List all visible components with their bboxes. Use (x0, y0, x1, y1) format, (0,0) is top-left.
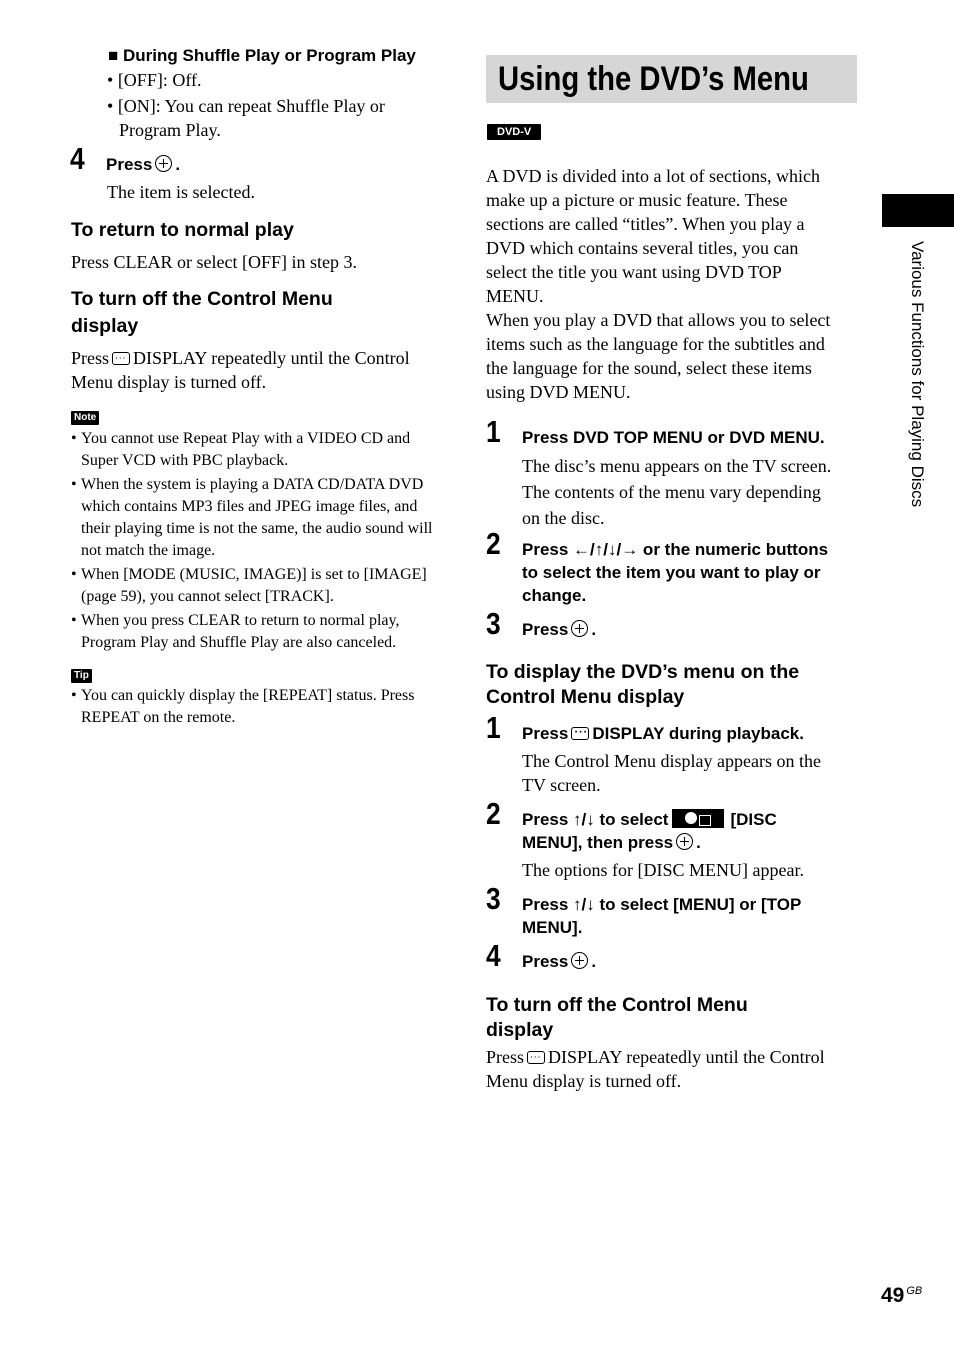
square-bullet-icon: ■ (108, 46, 119, 65)
enter-icon (155, 155, 172, 172)
step-number: 3 (486, 606, 501, 641)
section-heading: To turn off the Control Menu (486, 994, 748, 1016)
body-text: Press· · · DISPLAY repeatedly until the Control (486, 1045, 825, 1069)
shuffle-bullet-off: • [OFF]: Off. (107, 70, 202, 90)
notes-list (71, 428, 441, 654)
shuffle-heading: ■ During Shuffle Play or Program Play (108, 46, 416, 65)
enter-icon (571, 620, 588, 637)
step-text: Press ↑/↓ to select [DISC MENU], then press . (522, 810, 777, 852)
step-number: 4 (486, 938, 501, 973)
section-heading: To display the DVD’s menu on the (486, 661, 800, 683)
step-text: Press· · · DISPLAY during playback. (522, 722, 804, 745)
section-heading: To turn off the Control Menu (71, 288, 333, 310)
shuffle-bullet-on: • [ON]: You can repeat Shuffle Play or (107, 96, 385, 116)
display-icon (112, 352, 130, 365)
list-item: • When the system is playing a DATA CD/DATA DVD which contains MP3 files and JPEG image files, and their playing time is not the same, the audio sound will not match the image. (71, 474, 441, 562)
step-number: 1 (486, 710, 501, 745)
body-text: Menu display is turned off. (71, 372, 267, 392)
step-text: Press . (522, 620, 597, 639)
section-heading: display (486, 1019, 554, 1041)
dvd-v-badge: DVD-V (487, 124, 541, 140)
tips-list (71, 685, 441, 729)
step-desc: The disc’s menu appears on the TV screen. The contents of the menu vary depending on the disc. (522, 456, 832, 528)
body-text: Press· · · DISPLAY repeatedly until the Control (71, 346, 410, 370)
step-desc: The Control Menu display appears on the TV screen. (522, 751, 821, 795)
note-badge: Note (71, 411, 99, 425)
list-item: • You cannot use Repeat Play with a VIDEO CD and Super VCD with PBC playback. (71, 428, 441, 472)
disc-menu-icon (672, 809, 724, 828)
step-number: 3 (486, 881, 501, 916)
step-text: Press ←/↑/↓/→ or the numeric buttons to select the item you want to play or change. (522, 540, 829, 605)
title-bar (486, 55, 857, 103)
display-icon (571, 727, 589, 740)
section-heading: display (71, 315, 139, 337)
step-desc: The options for [DISC MENU] appear. (522, 860, 804, 880)
body-text: Menu display is turned off. (486, 1071, 682, 1091)
intro-text: A DVD is divided into a lot of sections, which make up a picture or music feature. These sections are called “titles”. When you play a DVD which contains several titles, you can select the title you want using DVD TOP MENU. When you play a DVD that allows you to select items such as the language for the subtitles and the language for the sound, select these items using DVD MENU. (486, 166, 831, 402)
step-number: 2 (486, 796, 501, 831)
display-icon (527, 1051, 545, 1064)
list-item: • When you press CLEAR to return to normal play, Program Play and Shuffle Play are also canceled. (71, 610, 441, 654)
enter-icon (676, 833, 693, 850)
section-heading: Control Menu display (486, 686, 685, 708)
side-section-label: Various Functions for Playing Discs (908, 241, 927, 508)
step-text: Press DVD TOP MENU or DVD MENU. (522, 428, 825, 447)
page-title: Using the DVD’s Menu (498, 60, 809, 98)
step-text: Press . (522, 952, 597, 971)
step-desc: The item is selected. (107, 182, 255, 202)
body-text: Press CLEAR or select [OFF] in step 3. (71, 252, 357, 272)
step-number: 4 (70, 141, 85, 176)
page-number: 49 $^{GB}$ (881, 1284, 923, 1307)
step-text: Press ↑/↓ to select [MENU] or [TOP MENU]. (522, 895, 802, 937)
shuffle-bullet-on-cont: Program Play. (119, 120, 221, 140)
section-tab (882, 194, 954, 227)
list-item: • You can quickly display the [REPEAT] status. Press REPEAT on the remote. (71, 685, 441, 729)
enter-icon (571, 952, 588, 969)
step-number: 2 (486, 526, 501, 561)
step-text: Press . (106, 155, 181, 174)
tip-badge: Tip (71, 669, 92, 683)
section-heading: To return to normal play (71, 219, 294, 241)
list-item: • When [MODE (MUSIC, IMAGE)] is set to [IMAGE] (page 59), you cannot select [TRACK]. (71, 564, 441, 608)
step-number: 1 (486, 414, 501, 449)
